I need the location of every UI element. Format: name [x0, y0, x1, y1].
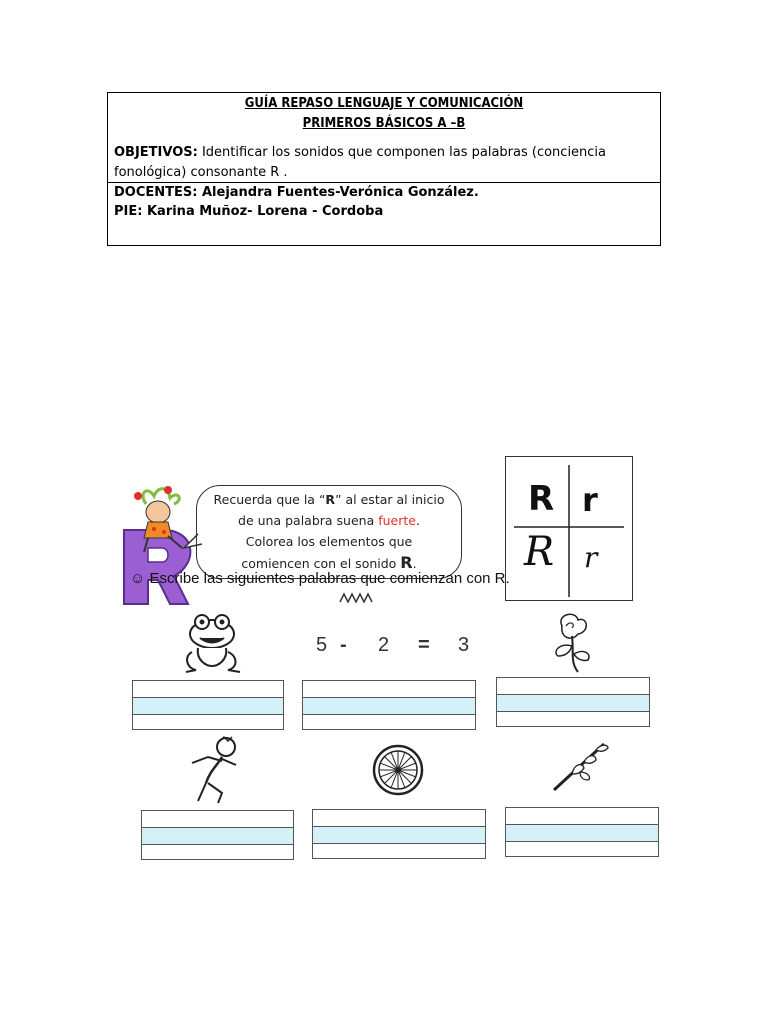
bubble-line-1 [204, 489, 454, 510]
crown-icon [340, 594, 372, 602]
write-box-branch[interactable] [505, 807, 659, 857]
bubble-line-4-pre: comiencen con el sonido [241, 556, 401, 571]
instruction-text: ☺ Escribe las siguientes palabras que comienzan con R. [130, 570, 510, 587]
cursive-lowercase-r: r [584, 541, 598, 574]
lowercase-r: r [582, 481, 598, 519]
teachers-line: DOCENTES: Alejandra Fuentes-Verónica González. [114, 185, 479, 200]
write-box-rose[interactable] [496, 677, 650, 727]
bubble-line-1-letter: R [325, 492, 336, 507]
branch-icon [554, 744, 608, 790]
write-box-wheel[interactable] [312, 809, 486, 859]
header-bottom-cell [108, 183, 660, 221]
header-top-cell [108, 93, 660, 183]
uppercase-r: R [528, 479, 555, 519]
bubble-line-2-pre: de una palabra suena [238, 513, 379, 528]
letter-forms-box [505, 456, 633, 601]
objectives-text: Identificar los sonidos que componen las palabras (conciencia fonológica) consonante R . [114, 145, 607, 180]
equation-2: 2 [378, 634, 390, 656]
frog-icon [186, 615, 240, 672]
bubble-line-4-letter: R [400, 553, 413, 572]
bubble-line-2 [204, 510, 454, 531]
objectives [114, 143, 654, 183]
bubble-line-3: Colorea los elementos que [245, 534, 413, 549]
bubble-line-1-post: ” al estar al inicio [335, 492, 445, 507]
pie-line: PIE: Karina Muñoz- Lorena - Cordoba [114, 204, 384, 219]
cursive-uppercase-r: R [524, 529, 555, 575]
rose-icon [556, 614, 589, 672]
bubble-line-1-pre: Recuerda que la “ [213, 492, 326, 507]
equation-5: 5 [316, 634, 328, 656]
equation-3: 3 [458, 634, 470, 656]
header-box [107, 92, 661, 246]
objectives-label: OBJETIVOS: [114, 145, 198, 160]
equation-equals: = [418, 634, 430, 656]
title-line-1: GUÍA REPASO LENGUAJE Y COMUNICACIÓN [244, 96, 524, 111]
wheel-icon [374, 746, 422, 794]
write-box-boy[interactable] [141, 810, 294, 860]
bubble-red-word: fuerte [378, 513, 416, 528]
bubble-line-4-post: . [412, 556, 417, 571]
write-box-equation[interactable] [302, 680, 476, 730]
equation-minus: - [340, 634, 347, 656]
worksheet-image [112, 452, 652, 872]
title-line-2: PRIMEROS BÁSICOS A –B [302, 116, 466, 131]
bubble-text [204, 489, 454, 574]
bubble-line-2-post: . [415, 513, 420, 528]
boy-running-icon [192, 737, 236, 803]
write-box-frog[interactable] [132, 680, 284, 730]
